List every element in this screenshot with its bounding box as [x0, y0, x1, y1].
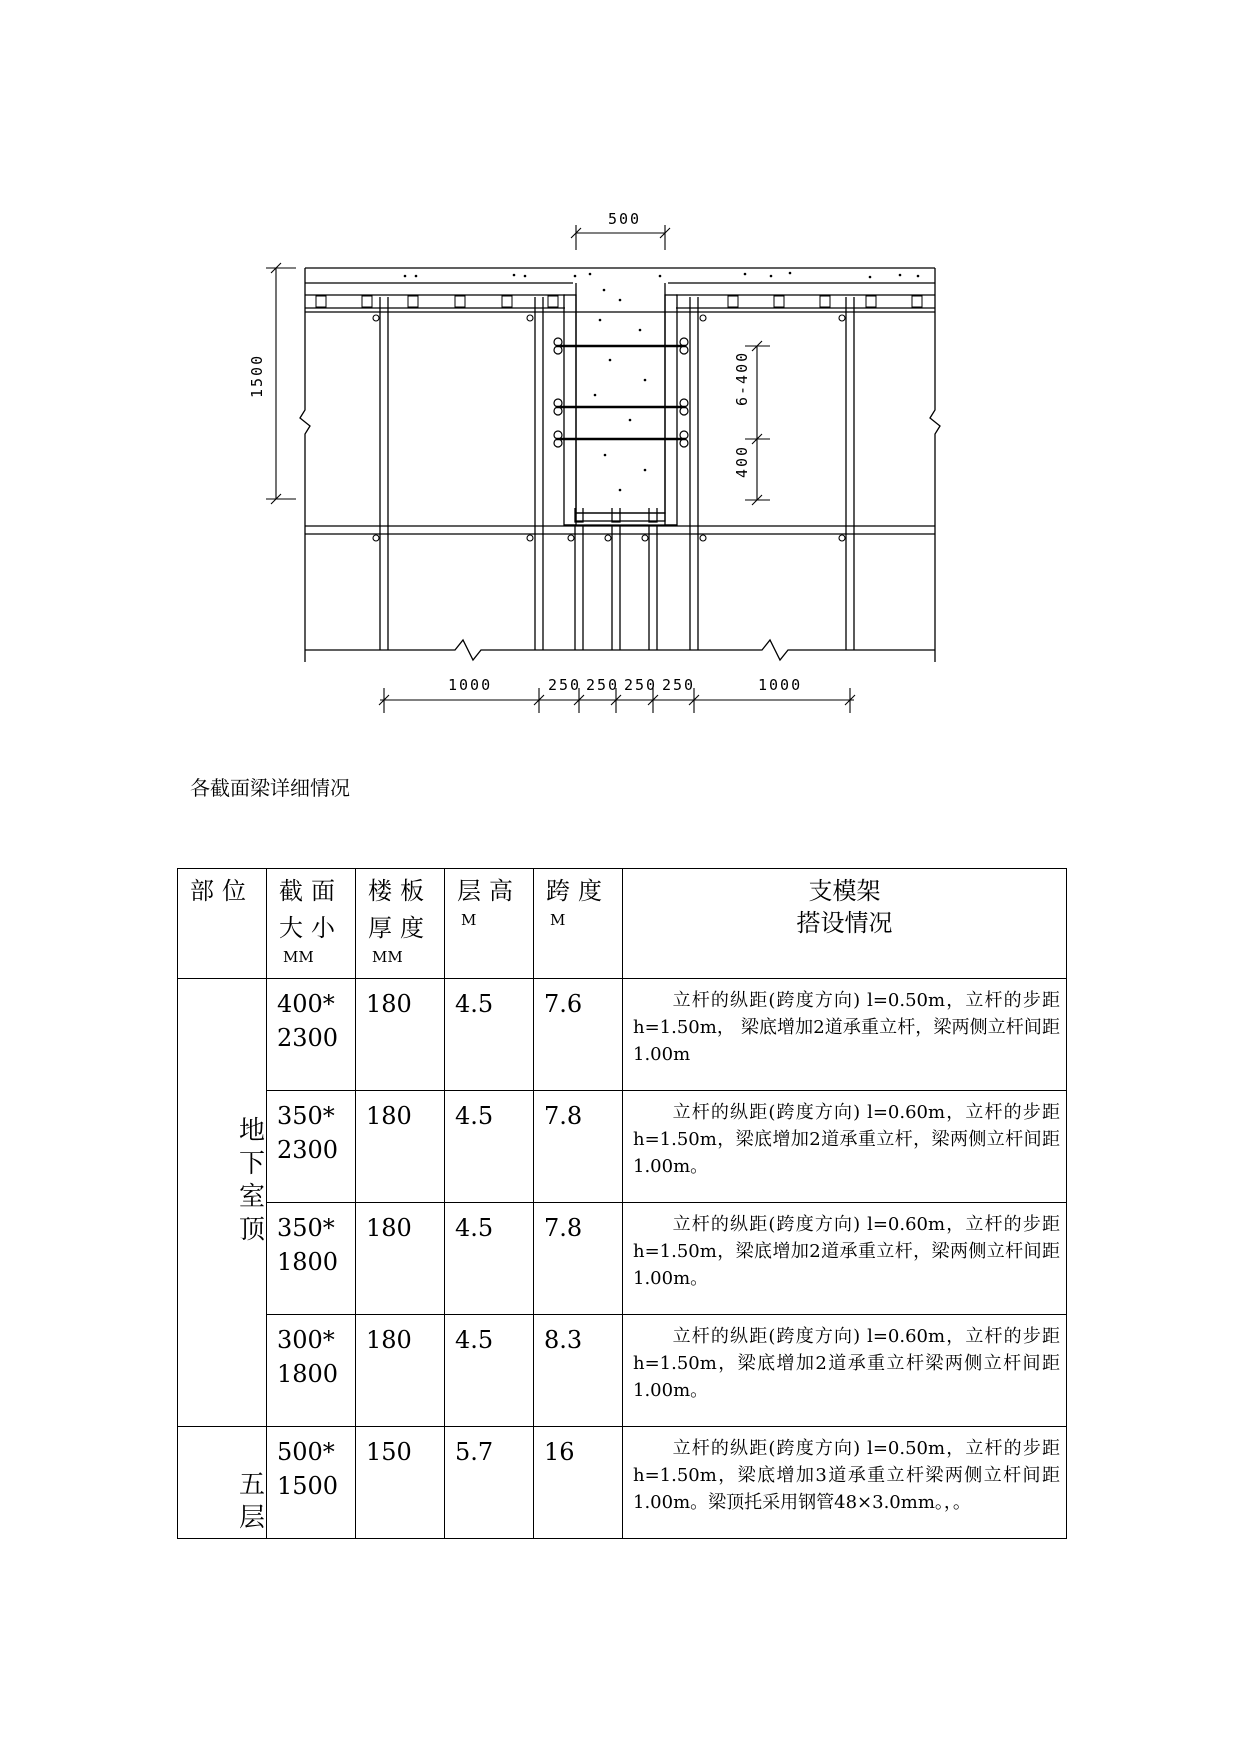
span-cell: 7.8 — [534, 1203, 623, 1315]
section-cell: 300* 1800 — [267, 1315, 356, 1427]
header-span: 跨度 M — [534, 869, 623, 979]
support-desc-cell: 立杆的纵距(跨度方向) l=0.60m，立杆的步距 h=1.50m，梁底增加2道承重立杆，梁两侧立杆间距 1.00m。 — [623, 1203, 1067, 1315]
dim-beam-width: 500 — [608, 210, 642, 228]
table-row — [178, 1427, 1067, 1539]
header-location: 部位 — [178, 869, 267, 979]
header-slab: 楼板厚度 MM — [356, 869, 445, 979]
section-cell: 400* 2300 — [267, 979, 356, 1091]
support-desc-cell: 立杆的纵距(跨度方向) l=0.60m，立杆的步距 h=1.50m，梁底增加2道承重立杆，梁两侧立杆间距 1.00m。 — [623, 1091, 1067, 1203]
slab-cell: 180 — [356, 1315, 445, 1427]
height-cell: 4.5 — [445, 1091, 534, 1203]
table-row — [178, 1315, 1067, 1427]
table-header-row — [178, 869, 1067, 979]
slab-cell: 150 — [356, 1427, 445, 1539]
dim-span-inner-4: 250 — [662, 676, 696, 694]
dim-span-inner-1: 250 — [548, 676, 582, 694]
location-cell: 地下室顶 — [178, 979, 267, 1427]
header-support: 支模架 搭设情况 — [623, 869, 1067, 979]
slab-cell: 180 — [356, 1203, 445, 1315]
height-cell: 4.5 — [445, 979, 534, 1091]
dim-span-right: 1000 — [758, 676, 803, 694]
dim-span-left: 1000 — [448, 676, 493, 694]
dim-height: 1500 — [248, 353, 266, 398]
header-floor-height: 层高 M — [445, 869, 534, 979]
support-desc-cell: 立杆的纵距(跨度方向) l=0.50m，立杆的步距 h=1.50m，梁底增加3道承重立杆梁两侧立杆间距 1.00m。梁顶托采用钢管48×3.0mm。，。 — [623, 1427, 1067, 1539]
span-cell: 7.6 — [534, 979, 623, 1091]
span-cell: 8.3 — [534, 1315, 623, 1427]
beam-detail-table — [177, 868, 1096, 1539]
table-caption: 各截面梁详细情况 — [190, 776, 350, 800]
section-cell: 350* 2300 — [267, 1091, 356, 1203]
slab-cell: 180 — [356, 1091, 445, 1203]
formwork-section-drawing — [0, 0, 1241, 760]
dim-span-inner-3: 250 — [624, 676, 658, 694]
height-cell: 5.7 — [445, 1427, 534, 1539]
dim-bolt-spacing-2: 400 — [733, 444, 751, 478]
section-cell: 350* 1800 — [267, 1203, 356, 1315]
dim-span-inner-2: 250 — [586, 676, 620, 694]
slab-cell: 180 — [356, 979, 445, 1091]
header-section: 截面大小 MM — [267, 869, 356, 979]
span-cell: 7.8 — [534, 1091, 623, 1203]
span-cell: 16 — [534, 1427, 623, 1539]
height-cell: 4.5 — [445, 1315, 534, 1427]
height-cell: 4.5 — [445, 1203, 534, 1315]
table-row — [178, 1091, 1067, 1203]
table-row — [178, 979, 1067, 1091]
support-desc-cell: 立杆的纵距(跨度方向) l=0.50m，立杆的步距 h=1.50m， 梁底增加2道承重立杆，梁两侧立杆间距 1.00m — [623, 979, 1067, 1091]
table-row — [178, 1203, 1067, 1315]
section-cell: 500* 1500 — [267, 1427, 356, 1539]
location-cell: 五层 — [178, 1427, 267, 1539]
dim-bolt-spacing-1: 6-400 — [733, 350, 751, 406]
support-desc-cell: 立杆的纵距(跨度方向) l=0.60m，立杆的步距 h=1.50m，梁底增加2道承重立杆梁两侧立杆间距 1.00m。 — [623, 1315, 1067, 1427]
